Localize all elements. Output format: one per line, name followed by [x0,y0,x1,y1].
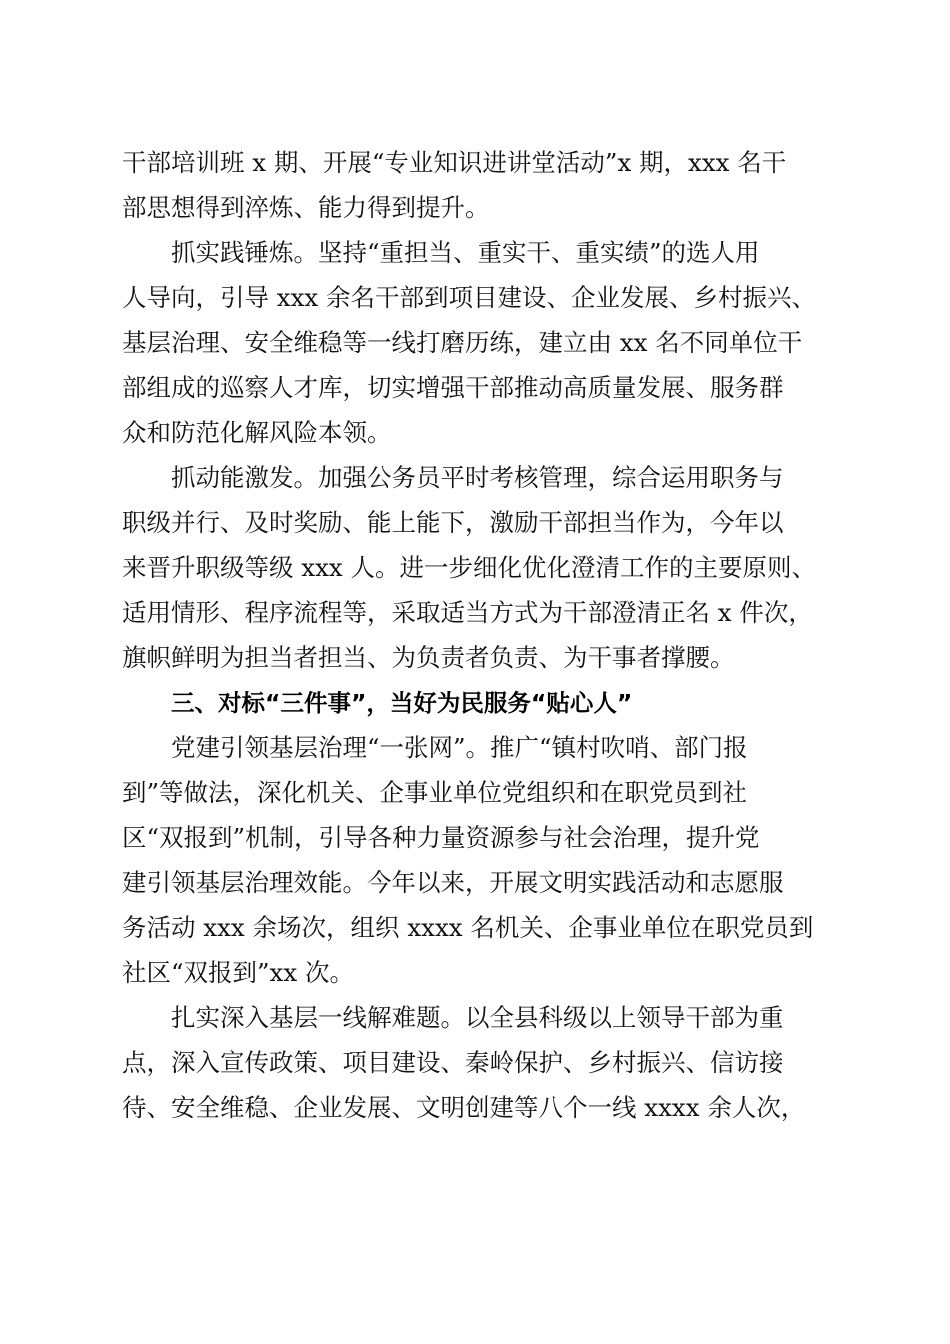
text-line: 社区“双报到”xx 次。 [122,958,354,987]
paragraph-start: 抓动能激发。加强公务员平时考核管理，综合运用职务与 [171,463,784,492]
text-line: 部思想得到淬炼、能力得到提升。 [122,193,490,222]
text-line: 基层治理、安全维稳等一线打磨历练，建立由 xx 名不同单位干 [122,328,803,357]
text-line: 到”等做法，深化机关、企事业单位党组织和在职党员到社 [122,778,748,807]
text-line: 建引领基层治理效能。今年以来，开展文明实践活动和志愿服 [122,868,784,897]
paragraph-start: 抓实践锤炼。坚持“重担当、重实干、重实绩”的选人用 [171,238,760,267]
text-line: 众和防范化解风险本领。 [122,418,392,447]
text-line: 区“双报到”机制，引导各种力量资源参与社会治理，提升党 [122,823,760,852]
text-line: 部组成的巡察人才库，切实增强干部推动高质量发展、服务群 [122,373,784,402]
text-line: 旗帜鲜明为担当者担当、为负责者负责、为干事者撑腰。 [122,643,735,672]
text-line: 点，深入宣传政策、项目建设、秦岭保护、乡村振兴、信访接 [122,1048,784,1077]
text-line: 人导向，引导 xxx 余名干部到项目建设、企业发展、乡村振兴、 [122,283,817,312]
text-line: 来晋升职级等级 xxx 人。进一步细化优化澄清工作的主要原则、 [122,553,817,582]
paragraph-start: 党建引领基层治理“一张网”。推广“镇村吹哨、部门报 [171,733,748,762]
text-line: 干部培训班 x 期、开展“专业知识进讲堂活动”x 期，xxx 名干 [122,148,787,177]
paragraph-start: 扎实深入基层一线解难题。以全县科级以上领导干部为重 [171,1003,784,1032]
text-line: 适用情形、程序流程等，采取适当方式为干部澄清正名 x 件次， [122,598,813,627]
text-line: 务活动 xxx 余场次，组织 xxxx 名机关、企事业单位在职党员到 [122,913,814,942]
text-line: 职级并行、及时奖励、能上能下，激励干部担当作为，今年以 [122,508,784,537]
section-heading: 三、对标“三件事”，当好为民服务“贴心人” [171,689,633,717]
text-line: 待、安全维稳、企业发展、文明创建等八个一线 xxxx 余人次， [122,1093,806,1122]
